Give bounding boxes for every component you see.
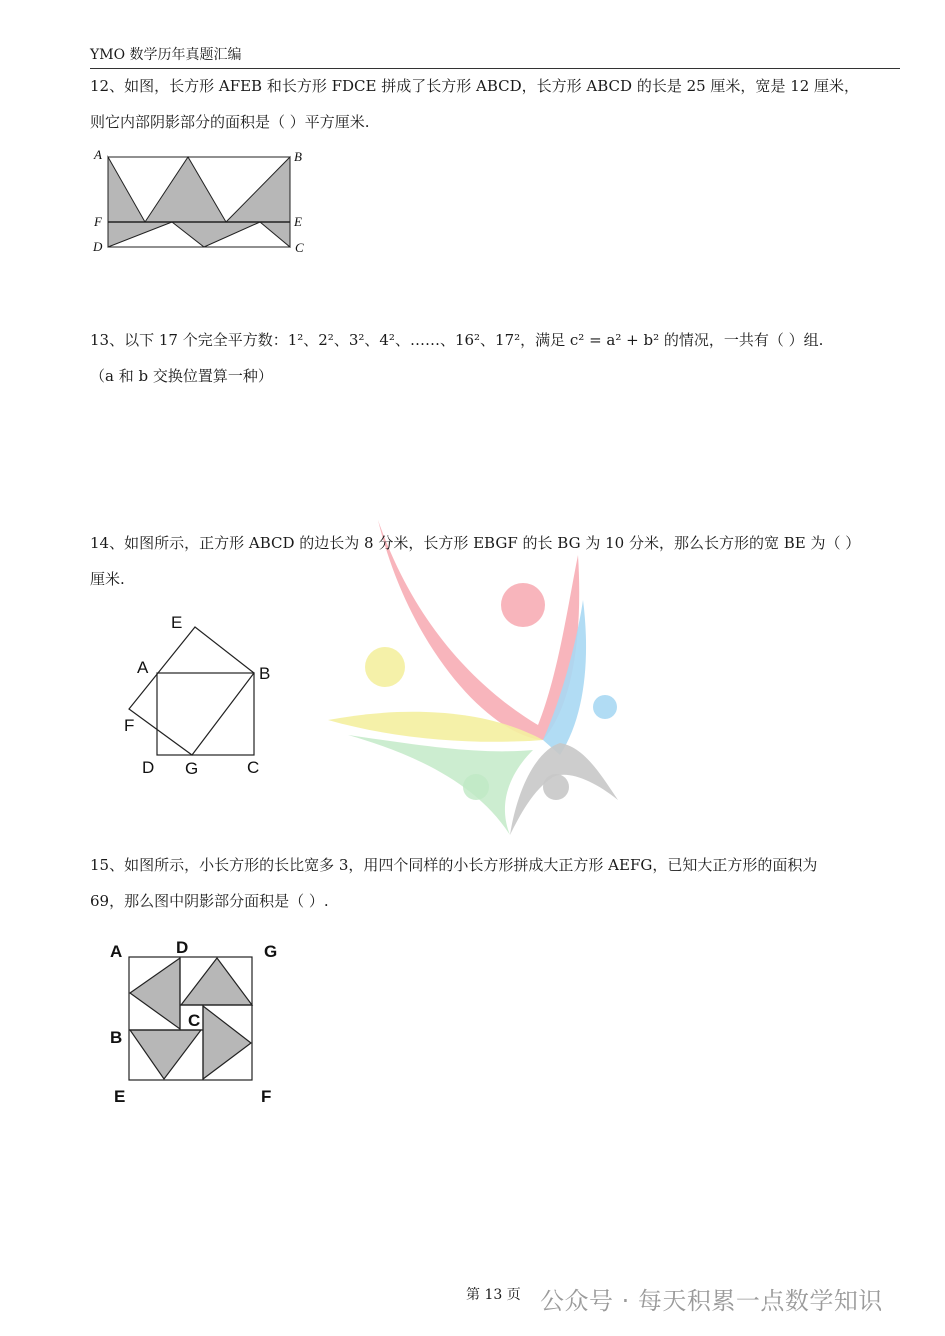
label-a: A (137, 658, 149, 677)
label-d: D (142, 758, 155, 777)
shade-right-bottom (203, 1006, 251, 1079)
label-g: G (264, 942, 278, 961)
question-15-line2: 69，那么图中阴影部分面积是（ ）. (90, 892, 329, 910)
question-12-line2: 则它内部阴影部分的面积是（ ）平方厘米. (90, 113, 370, 131)
figure-12 (88, 145, 318, 260)
shade-top-3 (226, 157, 290, 222)
question-14-line1: 14、如图所示，正方形 ABCD 的边长为 8 分米，长方形 EBGF 的长 BG 为 10 分米，那么长方形的宽 BE 为（ ） (90, 534, 861, 552)
label-c: C (188, 1011, 201, 1030)
question-13-line1: 13、以下 17 个完全平方数：1²、2²、3²、4²、……、16²、17²，满足 c² = a² + b² 的情况，一共有（ ）组. (90, 331, 824, 349)
label-e: E (114, 1087, 126, 1106)
label-f: F (124, 716, 135, 735)
page-header: YMO 数学历年真题汇编 (90, 44, 900, 69)
question-13 (90, 322, 902, 394)
shade-left-bottom (130, 1030, 201, 1079)
label-b: B (259, 664, 271, 683)
label-a: A (94, 147, 102, 162)
shade-top-2 (145, 157, 226, 222)
question-15-line1: 15、如图所示，小长方形的长比宽多 3，用四个同样的小长方形拼成大正方形 AEFG，已知大正方形的面积为 (90, 856, 818, 874)
label-b: B (110, 1028, 123, 1047)
shade-left-top (130, 958, 180, 1029)
figure-15 (100, 935, 290, 1110)
label-c: C (295, 240, 304, 255)
question-14-line2: 厘米. (90, 570, 125, 588)
label-a: A (110, 942, 123, 961)
shade-bottom-1 (108, 222, 172, 247)
label-d: D (93, 239, 103, 254)
label-f: F (94, 214, 102, 229)
question-12-line1: 12、如图，长方形 AFEB 和长方形 FDCE 拼成了长方形 ABCD，长方形 ABCD 的长是 25 厘米，宽是 12 厘米， (90, 77, 860, 95)
label-e: E (294, 214, 302, 229)
label-g: G (185, 759, 199, 778)
shade-bottom-3 (260, 222, 290, 247)
label-d: D (176, 938, 189, 957)
question-15 (90, 847, 902, 919)
shade-top-1 (108, 157, 145, 222)
label-b: B (294, 149, 302, 164)
question-14 (90, 525, 902, 597)
label-c: C (247, 758, 260, 777)
label-e: E (171, 613, 183, 632)
figure-14 (115, 605, 285, 785)
brand-watermark-text: 公众号 · 每天积累一点数学知识 (540, 1287, 883, 1315)
square-abcd (157, 673, 254, 755)
page-number: 第 13 页 (466, 1287, 521, 1303)
label-f: F (261, 1087, 272, 1106)
question-13-line2: （a 和 b 交换位置算一种） (90, 367, 273, 385)
rect-ebgf (129, 627, 254, 755)
shade-bottom-2 (172, 222, 260, 247)
question-12 (90, 68, 902, 140)
shade-right-top (181, 958, 252, 1005)
